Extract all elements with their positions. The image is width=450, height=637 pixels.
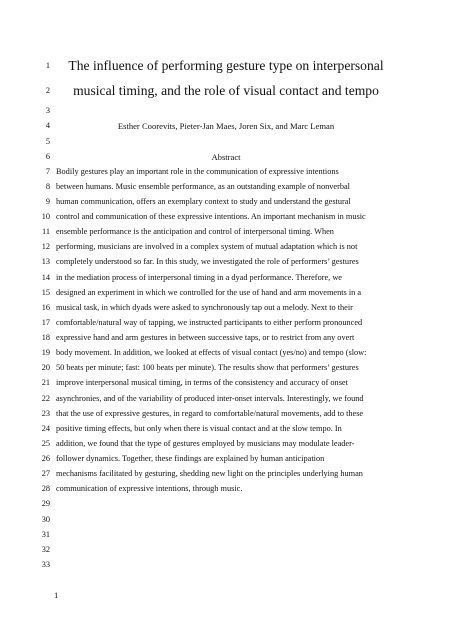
abstract-line: completely understood so far. In this study, we investigated the role of performers’ gestures xyxy=(56,257,359,266)
abstract-line: that the use of expressive gestures, in regard to comfortable/natural movements, add to these xyxy=(56,409,364,418)
line-number: 7 xyxy=(45,167,50,176)
abstract-line: body movement. In addition, we looked at effects of visual contact (yes/no) and tempo (slow: xyxy=(56,348,367,357)
line-number: 18 xyxy=(41,333,50,342)
line-number: 8 xyxy=(45,182,50,191)
line-number: 11 xyxy=(42,227,50,236)
abstract-line: Bodily gestures play an important role in the communication of expressive intentions xyxy=(56,167,339,176)
abstract-line: asynchronies, and of the variability of produced inter-onset intervals. Interestingly, we found xyxy=(56,394,364,403)
abstract-line: 50 beats per minute; fast: 100 beats per minute). The results show that performers’ gestures xyxy=(56,363,359,372)
line-number: 9 xyxy=(45,197,50,206)
line-number: 24 xyxy=(41,424,50,433)
line-number: 2 xyxy=(45,86,50,95)
line-number: 23 xyxy=(41,409,50,418)
line-number: 3 xyxy=(45,106,50,115)
abstract-line: in the mediation process of interpersonal timing in a dyad performance. Therefore, we xyxy=(56,273,342,282)
line-number: 12 xyxy=(41,242,50,251)
line-number: 16 xyxy=(41,303,50,312)
line-number: 33 xyxy=(41,560,50,569)
page-number: 1 xyxy=(54,590,59,600)
line-number: 26 xyxy=(41,454,50,463)
abstract-line: comfortable/natural way of tapping, we instructed participants to either perform pronounced xyxy=(56,318,363,327)
paper-title-line-2: musical timing, and the role of visual contact and tempo xyxy=(73,83,379,98)
line-number: 1 xyxy=(45,61,50,70)
line-number: 29 xyxy=(41,499,50,508)
line-number: 27 xyxy=(41,469,50,478)
abstract-line: positive timing effects, but only when there is visual contact and at the slow tempo. In xyxy=(56,424,342,433)
abstract-line: designed an experiment in which we controlled for the use of hand and arm movements in a xyxy=(56,288,362,297)
abstract-line: ensemble performance is the anticipation and control of interpersonal timing. When xyxy=(56,227,334,236)
line-number: 17 xyxy=(41,318,50,327)
abstract-heading: Abstract xyxy=(211,152,241,162)
line-number: 30 xyxy=(41,515,50,524)
line-number: 22 xyxy=(41,394,50,403)
abstract-line: control and communication of these expressive intentions. An important mechanism in music xyxy=(56,212,366,221)
abstract-line: expressive hand and arm gestures in between successive taps, or to restrict from any overt xyxy=(56,333,355,342)
line-number: 32 xyxy=(41,545,50,554)
line-number: 10 xyxy=(41,212,50,221)
paper-title-line-1: The influence of performing gesture type on interpersonal xyxy=(68,58,384,73)
line-number: 14 xyxy=(41,273,50,282)
abstract-line: follower dynamics. Together, these findings are explained by human anticipation xyxy=(56,454,325,463)
line-number: 4 xyxy=(45,121,50,130)
line-number: 5 xyxy=(45,137,50,146)
line-number: 19 xyxy=(41,348,50,357)
line-number: 28 xyxy=(41,484,50,493)
abstract-line: mechanisms facilitated by gesturing, shedding new light on the principles underlying human xyxy=(56,469,363,478)
author-list: Esther Coorevits, Pieter-Jan Maes, Joren Six, and Marc Leman xyxy=(117,121,335,131)
abstract-line: performing, musicians are involved in a complex system of mutual adaptation which is not xyxy=(56,242,358,251)
line-number: 20 xyxy=(41,363,50,372)
abstract-line: musical task, in which dyads were asked to synchronously tap out a melody. Next to their xyxy=(56,303,353,312)
abstract-line: improve interpersonal musical timing, in terms of the consistency and accuracy of onset xyxy=(56,378,348,387)
abstract-line: between humans. Music ensemble performance, as an outstanding example of nonverbal xyxy=(56,182,350,191)
abstract-line: human communication, offers an exemplary context to study and understand the gestural xyxy=(56,197,351,206)
line-number: 6 xyxy=(45,152,50,161)
abstract-line: communication of expressive intentions, through music. xyxy=(56,484,243,493)
line-number: 25 xyxy=(41,439,50,448)
line-number: 13 xyxy=(41,257,50,266)
line-number: 31 xyxy=(41,530,50,539)
abstract-line: addition, we found that the type of gestures employed by musicians may modulate leader- xyxy=(56,439,355,448)
line-number: 21 xyxy=(41,378,50,387)
line-number: 15 xyxy=(41,288,50,297)
